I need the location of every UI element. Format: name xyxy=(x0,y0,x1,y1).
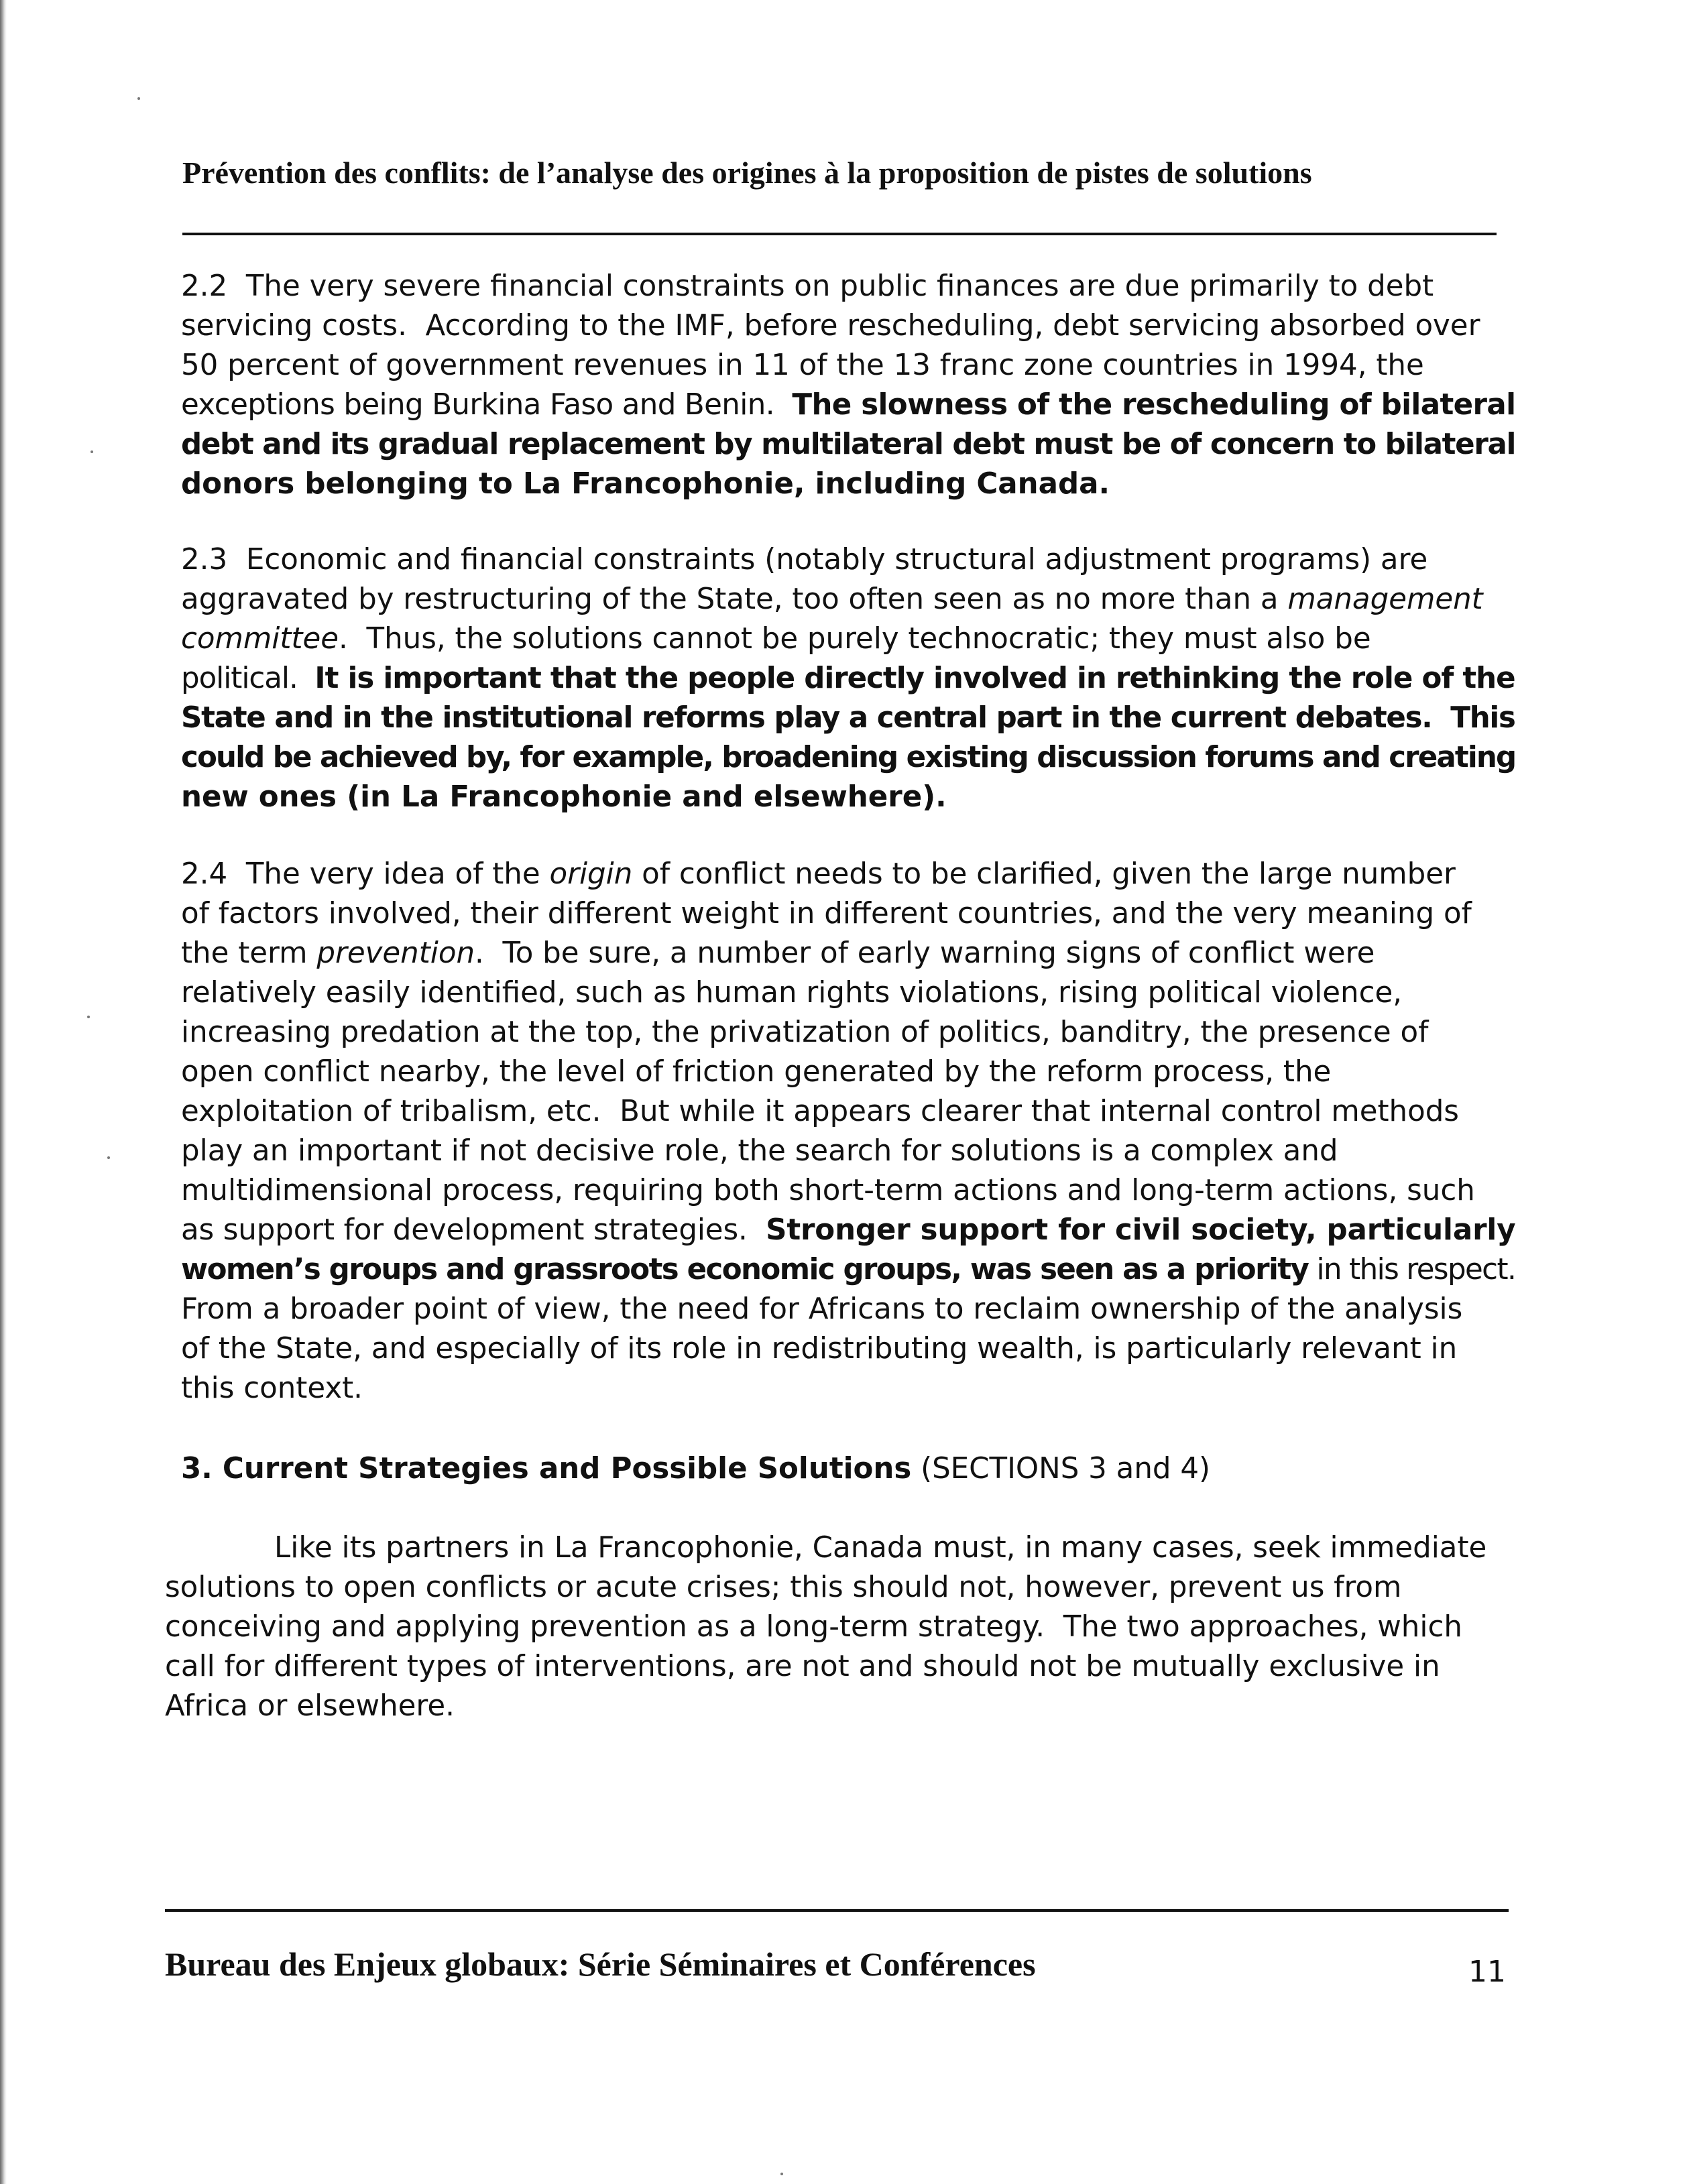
text-run: Africa or elsewhere. xyxy=(165,1689,455,1723)
text-run: . Thus, the solutions cannot be purely technocratic; they must also be xyxy=(339,622,1371,656)
text-run: new ones (in La Francophonie and elsewhere). xyxy=(181,780,947,814)
text-line xyxy=(165,1647,1515,1687)
text-run: committee xyxy=(181,622,339,656)
text-run: of conflict needs to be clarified, given the large number xyxy=(632,857,1456,891)
page-number: 11 xyxy=(1468,1955,1506,1989)
text-run: management xyxy=(1287,583,1483,616)
text-run: State and in the institutional reforms play a central part in the current debates. This xyxy=(181,701,1515,735)
text-run: . To be sure, a number of early warning signs of conflict were xyxy=(475,936,1375,970)
text-line xyxy=(181,1211,1515,1250)
text-run: of factors involved, their different weight in different countries, and the very meaning of xyxy=(181,897,1472,930)
text-line xyxy=(181,1290,1515,1329)
text-run: donors belonging to La Francophonie, including Canada. xyxy=(181,467,1110,501)
text-line xyxy=(181,1132,1515,1171)
text-line xyxy=(181,619,1515,659)
section-3-heading-rest: (SECTIONS 3 and 4) xyxy=(911,1452,1210,1485)
text-line xyxy=(181,778,1515,817)
text-run: debt and its gradual replacement by multilateral debt must be of concern to bilateral xyxy=(181,428,1516,461)
text-run: women’s groups and grassroots economic groups, was seen as a priority xyxy=(181,1253,1309,1286)
text-run: exceptions being Burkina Faso and Benin. xyxy=(181,388,793,422)
text-run: political. xyxy=(181,662,315,695)
text-run: exploitation of tribalism, etc. But while it appears clearer that internal control methods xyxy=(181,1095,1459,1128)
text-line xyxy=(165,1687,1515,1726)
section-3-heading xyxy=(181,1449,1515,1489)
text-run: It is important that the people directly involved in rethinking the role of the xyxy=(314,662,1515,695)
paragraph-2-4 xyxy=(181,855,1515,1408)
text-run: multidimensional process, requiring both short-term actions and long-term actions, such xyxy=(181,1174,1475,1207)
text-line xyxy=(181,580,1515,619)
footer-title: Bureau des Enjeux globaux: Série Séminaires et Conférences xyxy=(165,1945,1036,1983)
text-line xyxy=(181,1369,1515,1408)
text-run: call for different types of interventions, are not and should not be mutually exclusive in xyxy=(165,1650,1440,1683)
section-3-paragraph xyxy=(165,1528,1515,1726)
text-line xyxy=(181,385,1515,425)
scan-speck xyxy=(87,1016,90,1018)
text-line xyxy=(181,465,1515,504)
text-line xyxy=(181,1013,1515,1052)
text-run: prevention xyxy=(316,936,475,970)
text-run: relatively easily identified, such as human rights violations, rising political violence, xyxy=(181,976,1403,1010)
text-run: could be achieved by, for example, broadening existing discussion forums and creating xyxy=(181,741,1516,774)
header-rule xyxy=(182,233,1497,235)
text-line xyxy=(181,855,1515,894)
paragraph-2-2 xyxy=(181,267,1515,504)
text-run: 2.4 The very idea of the xyxy=(181,857,550,891)
scan-edge xyxy=(0,0,7,2184)
scan-speck xyxy=(137,97,140,100)
text-line xyxy=(181,306,1515,346)
text-line xyxy=(165,1528,1515,1568)
text-line xyxy=(181,699,1515,738)
scan-speck xyxy=(107,1156,110,1159)
text-line xyxy=(181,267,1515,306)
text-line xyxy=(181,1092,1515,1132)
scan-speck xyxy=(780,2173,783,2175)
text-run: the term xyxy=(181,936,317,970)
text-run: in this respect. xyxy=(1308,1253,1516,1286)
text-run: as support for development strategies. xyxy=(181,1213,766,1247)
text-run: conceiving and applying prevention as a long-term strategy. The two approaches, which xyxy=(165,1610,1462,1644)
text-line xyxy=(165,1607,1515,1647)
text-run: 2.2 The very severe financial constraints on public finances are due primarily to debt xyxy=(181,269,1434,303)
text-line xyxy=(181,346,1515,385)
text-run: solutions to open conflicts or acute crises; this should not, however, prevent us from xyxy=(165,1571,1402,1604)
text-run: aggravated by restructuring of the State, too often seen as no more than a xyxy=(181,583,1288,616)
text-line xyxy=(181,425,1515,465)
text-line xyxy=(181,659,1515,699)
text-line xyxy=(181,1171,1515,1211)
text-run: Like its partners in La Francophonie, Canada must, in many cases, seek immediate xyxy=(274,1531,1487,1565)
text-run: The slowness of the rescheduling of bilateral xyxy=(792,388,1516,422)
text-line xyxy=(181,1250,1515,1290)
text-run: of the State, and especially of its role in redistributing wealth, is particularly relevant in xyxy=(181,1332,1458,1366)
text-run: open conflict nearby, the level of friction generated by the reform process, the xyxy=(181,1055,1332,1089)
text-line xyxy=(181,973,1515,1013)
text-run: 2.3 Economic and financial constraints (notably structural adjustment programs) are xyxy=(181,543,1428,577)
text-line xyxy=(181,934,1515,973)
text-line xyxy=(181,1052,1515,1092)
text-run: 50 percent of government revenues in 11 of the 13 franc zone countries in 1994, the xyxy=(181,349,1424,382)
text-line xyxy=(165,1568,1515,1607)
text-run: this context. xyxy=(181,1372,363,1405)
scan-speck xyxy=(91,450,93,453)
text-run: origin xyxy=(549,857,633,891)
section-3-heading-bold: 3. Current Strategies and Possible Solutions xyxy=(181,1452,912,1485)
text-run: play an important if not decisive role, the search for solutions is a complex and xyxy=(181,1134,1338,1168)
text-line xyxy=(181,894,1515,934)
text-line xyxy=(181,1329,1515,1369)
text-run: Stronger support for civil society, particularly xyxy=(766,1213,1516,1247)
page-header: Prévention des conflits: de l’analyse des origines à la proposition de pistes de solutions xyxy=(182,156,1312,190)
page-footer xyxy=(165,1942,1509,1989)
text-run: increasing predation at the top, the privatization of politics, banditry, the presence of xyxy=(181,1016,1429,1049)
text-line xyxy=(181,738,1515,778)
text-run: servicing costs. According to the IMF, before rescheduling, debt servicing absorbed over xyxy=(181,309,1480,343)
text-line xyxy=(181,540,1515,580)
text-run: From a broader point of view, the need for Africans to reclaim ownership of the analysis xyxy=(181,1292,1463,1326)
footer-rule xyxy=(165,1909,1509,1912)
paragraph-2-3 xyxy=(181,540,1515,817)
